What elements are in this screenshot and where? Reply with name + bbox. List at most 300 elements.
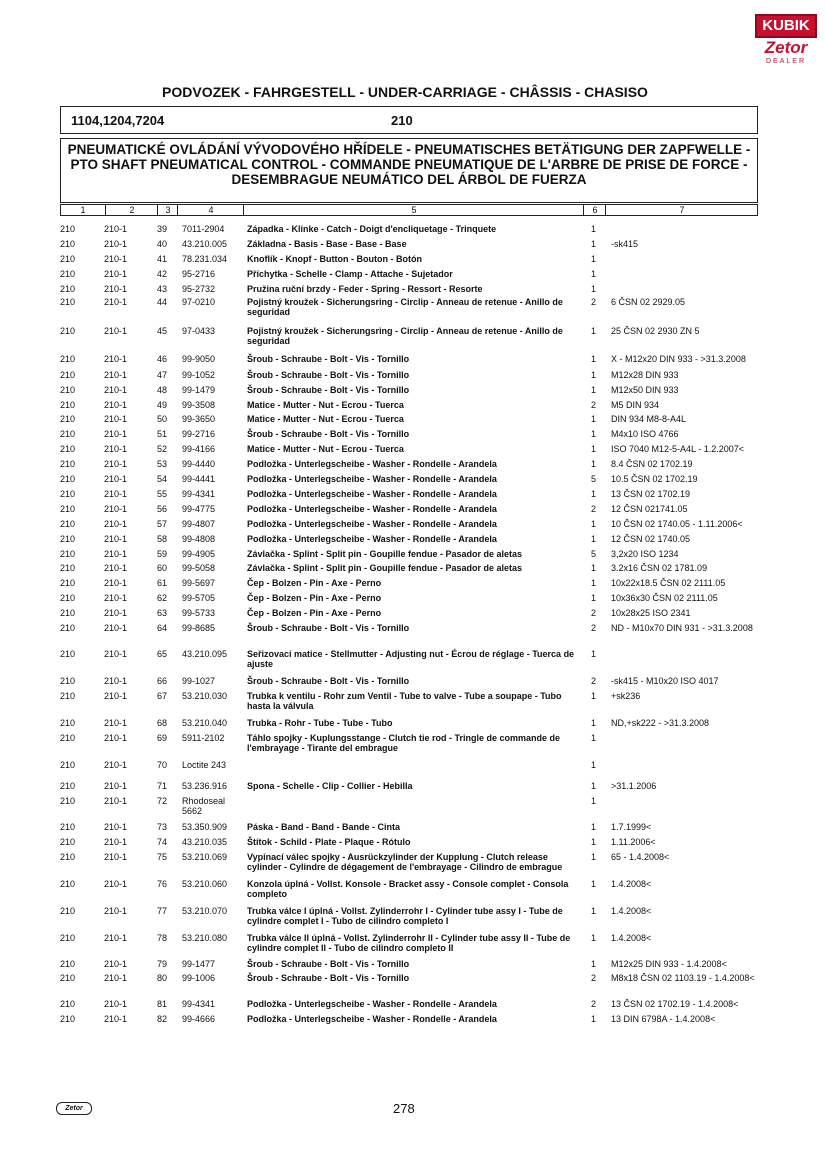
cell-c1: 210 (60, 224, 76, 234)
cell-c4: 5911-2102 (182, 733, 225, 743)
cell-c4: 99-5058 (182, 563, 216, 573)
cell-c7: +sk236 (611, 691, 641, 701)
cell-c2: 210-1 (104, 549, 128, 559)
cell-c5: Západka - Klinke - Catch - Doigt d'encliquetage - Trinquete (247, 224, 497, 234)
cell-c2: 210-1 (104, 933, 128, 943)
cell-c2: 210-1 (104, 429, 128, 439)
cell-c1: 210 (60, 297, 76, 307)
cell-c6: 1 (591, 489, 597, 499)
cell-c3: 56 (157, 504, 168, 514)
cell-c2: 210-1 (104, 297, 128, 307)
cell-c5: Příchytka - Schelle - Clamp - Attache - Sujetador (247, 269, 453, 279)
cell-c5: Pojistný kroužek - Sicherungsring - Circlip - Anneau de retenue - Anillo de seguridad (247, 326, 563, 346)
cell-c5: Šroub - Schraube - Bolt - Vis - Tornillo (247, 429, 410, 439)
cell-c1: 210 (60, 326, 76, 336)
cell-c2: 210-1 (104, 224, 128, 234)
cell-c2: 210-1 (104, 837, 128, 847)
cell-c4: 99-4666 (182, 1014, 216, 1024)
cell-c4: 53.236.916 (182, 781, 228, 791)
cell-c6: 1 (591, 796, 597, 806)
cell-c2: 210-1 (104, 284, 128, 294)
cell-c7: 10x22x18.5 ČSN 02 2111.05 (611, 578, 726, 588)
cell-c7: M8x18 ČSN 02 1103.19 - 1.4.2008< (611, 973, 755, 983)
cell-c5: Táhlo spojky - Kuplungsstange - Clutch tie rod - Tringle de commande de l'embrayage - Tirante del embrague (247, 733, 561, 753)
cell-c4: 99-4905 (182, 549, 216, 559)
cell-c7: 3.2x16 ČSN 02 1781.09 (611, 563, 708, 573)
cell-c5: Šroub - Schraube - Bolt - Vis - Tornillo (247, 370, 410, 380)
cell-c3: 54 (157, 474, 168, 484)
column-header-cell: 7 (605, 205, 758, 216)
cell-c6: 1 (591, 385, 597, 395)
cell-c1: 210 (60, 444, 76, 454)
cell-c3: 60 (157, 563, 168, 573)
cell-c5: Čep - Bolzen - Pin - Axe - Perno (247, 608, 382, 618)
cell-c3: 50 (157, 414, 168, 424)
cell-c4: 99-9050 (182, 354, 216, 364)
cell-c3: 77 (157, 906, 168, 916)
cell-c1: 210 (60, 549, 76, 559)
cell-c3: 39 (157, 224, 168, 234)
cell-c7: ND,+sk222 - >31.3.2008 (611, 718, 710, 728)
cell-c6: 1 (591, 649, 597, 659)
cell-c1: 210 (60, 563, 76, 573)
cell-c1: 210 (60, 906, 76, 916)
cell-c6: 1 (591, 822, 597, 832)
cell-c4: 53.210.080 (182, 933, 228, 943)
cell-c4: 97-0433 (182, 326, 216, 336)
cell-c5: Závlačka - Splint - Split pin - Goupille fendue - Pasador de aletas (247, 549, 523, 559)
cell-c3: 79 (157, 959, 168, 969)
cell-c6: 1 (591, 414, 597, 424)
cell-c1: 210 (60, 796, 76, 806)
cell-c4: 99-5705 (182, 593, 216, 603)
title-line: DESEMBRAGUE NEUMÁTICO DEL ÁRBOL DE FUERZA (231, 172, 587, 187)
cell-c3: 73 (157, 822, 168, 832)
cell-c2: 210-1 (104, 718, 128, 728)
cell-c1: 210 (60, 608, 76, 618)
cell-c3: 41 (157, 254, 168, 264)
title-line: PTO SHAFT PNEUMATICAL CONTROL - COMMANDE PNEUMATIQUE DE L'ARBRE DE PRISE DE FORCE - (70, 157, 748, 172)
cell-c3: 62 (157, 593, 168, 603)
cell-c6: 1 (591, 239, 597, 249)
cell-c7: 1.4.2008< (611, 933, 652, 943)
cell-c3: 52 (157, 444, 168, 454)
cell-c4: 99-1006 (182, 973, 216, 983)
cell-c7: 13 ČSN 02 1702.19 (611, 489, 691, 499)
cell-c1: 210 (60, 676, 76, 686)
cell-c7: M12x25 DIN 933 - 1.4.2008< (611, 959, 727, 969)
cell-c1: 210 (60, 781, 76, 791)
cell-c7: 1.11.2006< (611, 837, 656, 847)
cell-c2: 210-1 (104, 649, 128, 659)
cell-c7: M4x10 ISO 4766 (611, 429, 679, 439)
cell-c1: 210 (60, 239, 76, 249)
cell-c7: 13 DIN 6798A - 1.4.2008< (611, 1014, 716, 1024)
cell-c7: 1.4.2008< (611, 906, 652, 916)
cell-c3: 61 (157, 578, 168, 588)
cell-c3: 42 (157, 269, 168, 279)
cell-c6: 1 (591, 906, 597, 916)
cell-c3: 48 (157, 385, 168, 395)
cell-c5: Podložka - Unterlegscheibe - Washer - Rondelle - Arandela (247, 504, 497, 514)
cell-c2: 210-1 (104, 973, 128, 983)
footer-zetor-logo: Zetor (56, 1102, 92, 1115)
cell-c2: 210-1 (104, 1014, 128, 1024)
cell-c1: 210 (60, 269, 76, 279)
cell-c5: Základna - Basis - Base - Base - Base (247, 239, 407, 249)
cell-c5: Konzola úplná - Vollst. Konsole - Bracket assy - Console complet - Consola completo (247, 879, 569, 899)
cell-c5: Závlačka - Splint - Split pin - Goupille fendue - Pasador de aletas (247, 563, 523, 573)
cell-c3: 59 (157, 549, 168, 559)
cell-c3: 68 (157, 718, 168, 728)
cell-c2: 210-1 (104, 906, 128, 916)
cell-c3: 75 (157, 852, 168, 862)
cell-c4: 43.210.095 (182, 649, 228, 659)
cell-c1: 210 (60, 534, 76, 544)
cell-c2: 210-1 (104, 959, 128, 969)
column-header-cell: 1 (80, 205, 86, 215)
cell-c7: 25 ČSN 02 2930 ZN 5 (611, 326, 700, 336)
cell-c3: 40 (157, 239, 168, 249)
cell-c4: 99-1477 (182, 959, 216, 969)
cell-c4: 99-4166 (182, 444, 216, 454)
cell-c4: 99-4341 (182, 999, 216, 1009)
cell-c7: 12 ČSN 02 1740.05 (611, 534, 691, 544)
cell-c1: 210 (60, 718, 76, 728)
cell-c2: 210-1 (104, 370, 128, 380)
cell-c3: 47 (157, 370, 168, 380)
cell-c2: 210-1 (104, 999, 128, 1009)
cell-c6: 1 (591, 519, 597, 529)
cell-c6: 1 (591, 691, 597, 701)
cell-c4: 99-3650 (182, 414, 216, 424)
cell-c4: 78.231.034 (182, 254, 228, 264)
cell-c4: 43.210.035 (182, 837, 228, 847)
cell-c2: 210-1 (104, 459, 128, 469)
cell-c6: 1 (591, 429, 597, 439)
cell-c1: 210 (60, 879, 76, 889)
cell-c2: 210-1 (104, 504, 128, 514)
cell-c2: 210-1 (104, 852, 128, 862)
cell-c1: 210 (60, 623, 76, 633)
cell-c1: 210 (60, 1014, 76, 1024)
cell-c4: 99-4808 (182, 534, 216, 544)
cell-c6: 1 (591, 284, 597, 294)
cell-c7: ISO 7040 M12-5-A4L - 1.2.2007< (611, 444, 745, 454)
cell-c6: 1 (591, 1014, 597, 1024)
cell-c7: 13 ČSN 02 1702.19 - 1.4.2008< (611, 999, 739, 1009)
cell-c2: 210-1 (104, 879, 128, 889)
cell-c1: 210 (60, 999, 76, 1009)
cell-c4: Loctite 243 (182, 760, 227, 770)
cell-c3: 53 (157, 459, 168, 469)
cell-c2: 210-1 (104, 519, 128, 529)
cell-c7: X - M12x20 DIN 933 - >31.3.2008 (611, 354, 746, 364)
page-number: 278 (393, 1101, 415, 1116)
cell-c5: Trubka válce II úplná - Vollst. Zylinderrohr II - Cylinder tube assy II - Tube de cylindre complet II - Tubo de cilindro completo II (247, 933, 571, 953)
column-header-cell: 2 (105, 205, 158, 216)
cell-c1: 210 (60, 822, 76, 832)
cell-c6: 2 (591, 676, 597, 686)
group-number: 210 (391, 113, 413, 128)
cell-c5: Čep - Bolzen - Pin - Axe - Perno (247, 578, 382, 588)
cell-c6: 2 (591, 623, 597, 633)
cell-c6: 1 (591, 879, 597, 889)
cell-c5: Šroub - Schraube - Bolt - Vis - Tornillo (247, 623, 410, 633)
cell-c1: 210 (60, 504, 76, 514)
cell-c3: 82 (157, 1014, 168, 1024)
cell-c6: 1 (591, 326, 597, 336)
cell-c2: 210-1 (104, 796, 128, 806)
cell-c1: 210 (60, 760, 76, 770)
cell-c6: 2 (591, 297, 597, 307)
title-line: PNEUMATICKÉ OVLÁDÁNÍ VÝVODOVÉHO HŘÍDELE - PNEUMATISCHES BETÄTIGUNG DER ZAPFWELLE - (67, 142, 751, 157)
cell-c6: 1 (591, 370, 597, 380)
column-header-cell: 3 (157, 205, 178, 216)
cell-c6: 1 (591, 933, 597, 943)
cell-c4: 99-3508 (182, 400, 216, 410)
cell-c5: Matice - Mutter - Nut - Ecrou - Tuerca (247, 400, 404, 410)
cell-c7: 10.5 ČSN 02 1702.19 (611, 474, 698, 484)
cell-c5: Podložka - Unterlegscheibe - Washer - Rondelle - Arandela (247, 474, 497, 484)
cell-c5: Štítok - Schild - Plate - Plaque - Rótulo (247, 837, 411, 847)
cell-c4: 53.210.070 (182, 906, 228, 916)
cell-c6: 1 (591, 224, 597, 234)
cell-c1: 210 (60, 593, 76, 603)
cell-c5: Šroub - Schraube - Bolt - Vis - Tornillo (247, 959, 410, 969)
cell-c1: 210 (60, 429, 76, 439)
models-label: 1104,1204,7204 (71, 113, 165, 128)
cell-c6: 1 (591, 444, 597, 454)
column-header-cell: 6 (583, 205, 606, 216)
cell-c2: 210-1 (104, 733, 128, 743)
cell-c1: 210 (60, 370, 76, 380)
cell-c1: 210 (60, 578, 76, 588)
cell-c6: 1 (591, 254, 597, 264)
cell-c6: 1 (591, 269, 597, 279)
cell-c1: 210 (60, 933, 76, 943)
cell-c1: 210 (60, 519, 76, 529)
cell-c4: 53.350.909 (182, 822, 228, 832)
cell-c2: 210-1 (104, 489, 128, 499)
cell-c1: 210 (60, 474, 76, 484)
cell-c1: 210 (60, 733, 76, 743)
cell-c2: 210-1 (104, 414, 128, 424)
cell-c4: 99-2716 (182, 429, 216, 439)
cell-c3: 46 (157, 354, 168, 364)
logo-sub: Zetor (764, 38, 808, 57)
cell-c7: 10 ČSN 02 1740.05 - 1.11.2006< (611, 519, 743, 529)
cell-c6: 1 (591, 760, 597, 770)
cell-c6: 1 (591, 852, 597, 862)
cell-c3: 70 (157, 760, 168, 770)
cell-c4: 99-1052 (182, 370, 216, 380)
cell-c2: 210-1 (104, 563, 128, 573)
cell-c2: 210-1 (104, 474, 128, 484)
cell-c4: 97-0210 (182, 297, 216, 307)
cell-c1: 210 (60, 691, 76, 701)
cell-c2: 210-1 (104, 400, 128, 410)
cell-c3: 76 (157, 879, 168, 889)
column-header-cell: 5 (243, 205, 584, 216)
cell-c5: Vypínací válec spojky - Ausrückzylinder der Kupplung - Clutch release cylinder - Cylindre de dégagement de l'embrayage - Cilindro de embrague (247, 852, 563, 872)
cell-c5: Šroub - Schraube - Bolt - Vis - Tornillo (247, 676, 410, 686)
cell-c6: 2 (591, 608, 597, 618)
cell-c6: 1 (591, 733, 597, 743)
cell-c5: Šroub - Schraube - Bolt - Vis - Tornillo (247, 354, 410, 364)
cell-c7: M12x50 DIN 933 (611, 385, 679, 395)
cell-c5: Šroub - Schraube - Bolt - Vis - Tornillo (247, 385, 410, 395)
cell-c2: 210-1 (104, 239, 128, 249)
cell-c6: 2 (591, 999, 597, 1009)
cell-c4: 99-4807 (182, 519, 216, 529)
cell-c7: >31.1.2006 (611, 781, 657, 791)
cell-c7: 10x36x30 ČSN 02 2111.05 (611, 593, 718, 603)
cell-c2: 210-1 (104, 385, 128, 395)
cell-c4: 43.210.005 (182, 239, 228, 249)
cell-c5: Čep - Bolzen - Pin - Axe - Perno (247, 593, 382, 603)
cell-c5: Podložka - Unterlegscheibe - Washer - Rondelle - Arandela (247, 459, 497, 469)
cell-c6: 2 (591, 400, 597, 410)
cell-c3: 58 (157, 534, 168, 544)
cell-c6: 1 (591, 718, 597, 728)
cell-c6: 1 (591, 459, 597, 469)
cell-c1: 210 (60, 852, 76, 862)
cell-c5: Seřizovací matice - Stellmutter - Adjusting nut - Écrou de réglage - Tuerca de ajuste (247, 649, 575, 669)
section-title: PODVOZEK - FAHRGESTELL - UNDER-CARRIAGE - CHÂSSIS - CHASISO (162, 84, 648, 100)
cell-c2: 210-1 (104, 578, 128, 588)
cell-c2: 210-1 (104, 354, 128, 364)
cell-c3: 57 (157, 519, 168, 529)
cell-c3: 71 (157, 781, 168, 791)
cell-c5: Matice - Mutter - Nut - Ecrou - Tuerca (247, 414, 404, 424)
cell-c1: 210 (60, 254, 76, 264)
cell-c7: 65 - 1.4.2008< (611, 852, 670, 862)
cell-c1: 210 (60, 459, 76, 469)
cell-c7: ND - M10x70 DIN 931 - >31.3.2008 (611, 623, 753, 633)
cell-c1: 210 (60, 959, 76, 969)
cell-c5: Páska - Band - Band - Bande - Cinta (247, 822, 401, 832)
cell-c5: Pojistný kroužek - Sicherungsring - Circlip - Anneau de retenue - Anillo de seguridad (247, 297, 563, 317)
cell-c1: 210 (60, 489, 76, 499)
cell-c3: 80 (157, 973, 168, 983)
cell-c7: -sk415 - M10x20 ISO 4017 (611, 676, 719, 686)
cell-c3: 64 (157, 623, 168, 633)
cell-c1: 210 (60, 385, 76, 395)
cell-c7: 8.4 ČSN 02 1702.19 (611, 459, 693, 469)
cell-c5: Podložka - Unterlegscheibe - Washer - Rondelle - Arandela (247, 489, 497, 499)
cell-c4: 99-1027 (182, 676, 216, 686)
cell-c2: 210-1 (104, 269, 128, 279)
cell-c6: 1 (591, 959, 597, 969)
cell-c5: Trubka válce I úplná - Vollst. Zylinderrohr I - Cylinder tube assy I - Tube de cylindre complet I - Tubo de cilindro completo I (247, 906, 563, 926)
cell-c4: 53.210.030 (182, 691, 228, 701)
cell-c7: -sk415 (611, 239, 639, 249)
cell-c3: 74 (157, 837, 168, 847)
cell-c3: 66 (157, 676, 168, 686)
cell-c2: 210-1 (104, 623, 128, 633)
cell-c6: 1 (591, 354, 597, 364)
cell-c4: 99-4775 (182, 504, 216, 514)
cell-c1: 210 (60, 414, 76, 424)
cell-c7: DIN 934 M8-8-A4L (611, 414, 687, 424)
cell-c7: 3,2x20 ISO 1234 (611, 549, 679, 559)
cell-c7: M5 DIN 934 (611, 400, 660, 410)
cell-c3: 72 (157, 796, 168, 806)
cell-c1: 210 (60, 400, 76, 410)
cell-c2: 210-1 (104, 822, 128, 832)
cell-c3: 78 (157, 933, 168, 943)
cell-c4: 7011-2904 (182, 224, 225, 234)
cell-c6: 5 (591, 474, 597, 484)
cell-c1: 210 (60, 837, 76, 847)
cell-c4: Rhodoseal 5662 (182, 796, 226, 816)
cell-c4: 99-5733 (182, 608, 216, 618)
cell-c3: 51 (157, 429, 168, 439)
cell-c5: Šroub - Schraube - Bolt - Vis - Tornillo (247, 973, 410, 983)
cell-c2: 210-1 (104, 534, 128, 544)
cell-c5: Podložka - Unterlegscheibe - Washer - Rondelle - Arandela (247, 999, 497, 1009)
cell-c4: 99-4341 (182, 489, 216, 499)
cell-c3: 69 (157, 733, 168, 743)
cell-c3: 81 (157, 999, 168, 1009)
cell-c6: 1 (591, 837, 597, 847)
cell-c7: 12 ČSN 021741.05 (611, 504, 688, 514)
cell-c4: 99-8685 (182, 623, 216, 633)
cell-c4: 99-1479 (182, 385, 216, 395)
cell-c6: 2 (591, 973, 597, 983)
cell-c5: Podložka - Unterlegscheibe - Washer - Rondelle - Arandela (247, 1014, 497, 1024)
cell-c1: 210 (60, 284, 76, 294)
cell-c7: 1.7.1999< (611, 822, 652, 832)
cell-c4: 95-2732 (182, 284, 216, 294)
cell-c6: 5 (591, 549, 597, 559)
cell-c7: 1.4.2008< (611, 879, 652, 889)
cell-c3: 49 (157, 400, 168, 410)
cell-c5: Knoflík - Knopf - Button - Bouton - Botón (247, 254, 422, 264)
cell-c6: 2 (591, 504, 597, 514)
cell-c5: Trubka - Rohr - Tube - Tube - Tubo (247, 718, 393, 728)
cell-c7: 6 ČSN 02 2929.05 (611, 297, 686, 307)
cell-c5: Matice - Mutter - Nut - Ecrou - Tuerca (247, 444, 404, 454)
cell-c5: Pružina ruční brzdy - Feder - Spring - Ressort - Resorte (247, 284, 483, 294)
cell-c4: 53.210.060 (182, 879, 228, 889)
cell-c2: 210-1 (104, 593, 128, 603)
cell-c2: 210-1 (104, 326, 128, 336)
cell-c3: 67 (157, 691, 168, 701)
cell-c4: 53.210.040 (182, 718, 228, 728)
cell-c4: 53.210.069 (182, 852, 228, 862)
cell-c7: M12x28 DIN 933 (611, 370, 679, 380)
cell-c6: 1 (591, 534, 597, 544)
cell-c2: 210-1 (104, 254, 128, 264)
cell-c7: 10x28x25 ISO 2341 (611, 608, 691, 618)
cell-c3: 43 (157, 284, 168, 294)
cell-c2: 210-1 (104, 781, 128, 791)
cell-c5: Trubka k ventilu - Rohr zum Ventil - Tube to valve - Tube a soupape - Tubo hasta la válvula (247, 691, 562, 711)
cell-c1: 210 (60, 354, 76, 364)
cell-c4: 99-4440 (182, 459, 216, 469)
cell-c3: 45 (157, 326, 168, 336)
cell-c5: Podložka - Unterlegscheibe - Washer - Rondelle - Arandela (247, 534, 497, 544)
cell-c1: 210 (60, 649, 76, 659)
cell-c2: 210-1 (104, 691, 128, 701)
cell-c4: 99-5697 (182, 578, 216, 588)
cell-c3: 65 (157, 649, 168, 659)
column-header-cell: 4 (177, 205, 244, 216)
logo-dealer: DEALER (765, 58, 806, 65)
cell-c5: Spona - Schelle - Clip - Collier - Hebilla (247, 781, 413, 791)
